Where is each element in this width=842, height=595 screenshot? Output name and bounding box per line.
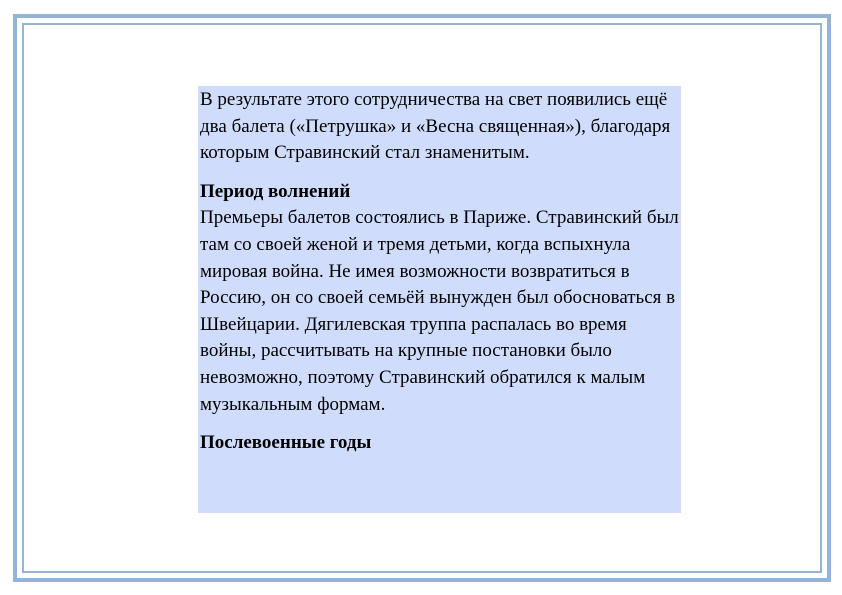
intro-paragraph: В результате этого сотрудничества на свет появились ещё два балета («Петрушка» и «Весна священная»), благодаря которым Стравинский стал знаменитым. (200, 89, 671, 164)
section-period (200, 179, 679, 418)
slide-text-box (198, 86, 681, 513)
section-title-postwar: Послевоенные годы (200, 432, 372, 454)
section-body-period: Премьеры балетов состоялись в Париже. Стравинский был там со своей женой и тремя детьми, когда вспыхнула мировая война. Не имея возможности возвратиться в Россию, он со своей семьёй вынужден был обосноваться в Швейцарии. Дягилевская труппа распалась во время войны, рассчитывать на крупные постановки было невозможно, поэтому Стравинский обратился к малым музыкальным формам. (200, 207, 679, 415)
section-title-period: Период волнений (200, 180, 351, 202)
